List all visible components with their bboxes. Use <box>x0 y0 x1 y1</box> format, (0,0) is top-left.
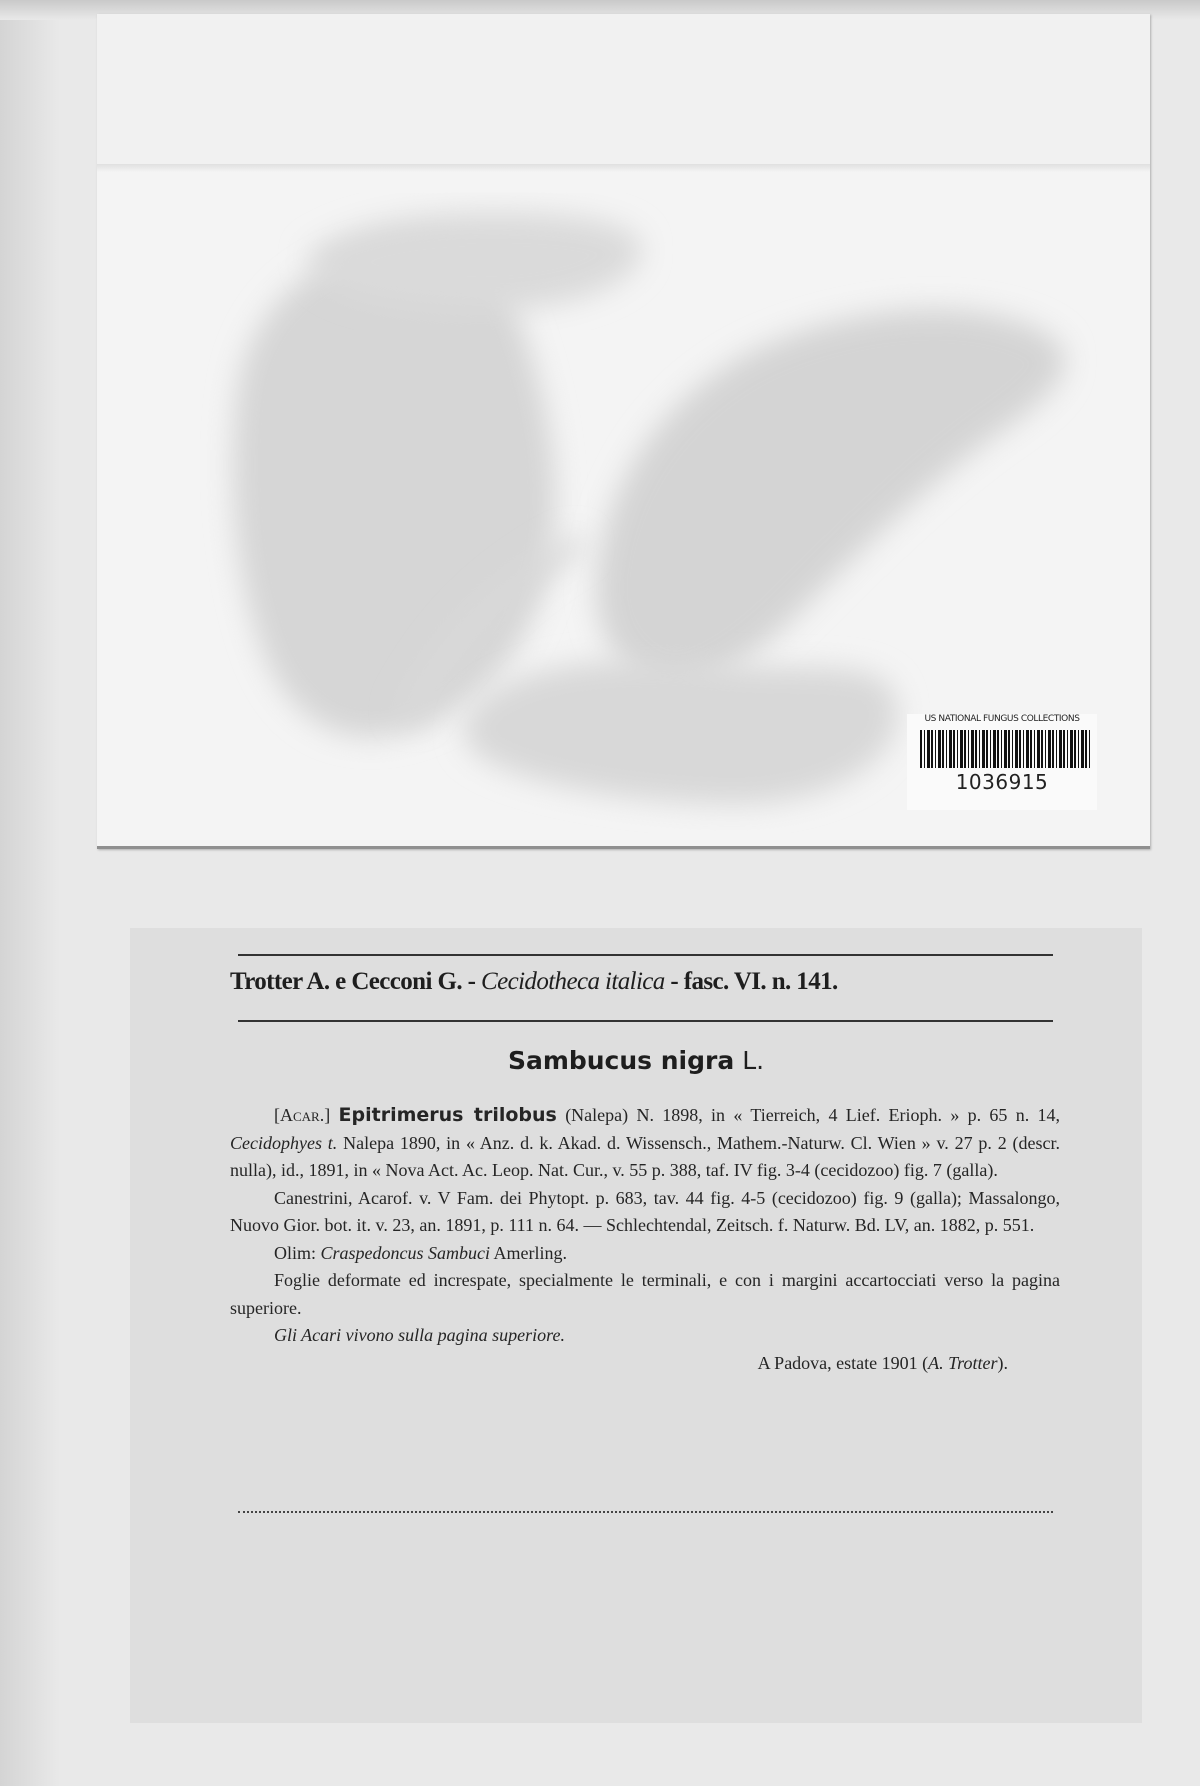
olim-author: Amerling. <box>493 1242 568 1263</box>
header-fascicle: - fasc. VI. n. 141. <box>670 968 838 995</box>
collection-signature <box>230 1350 1060 1378</box>
header-authors: Trotter A. e Cecconi G. - <box>230 968 476 995</box>
barcode-number: 1036915 <box>955 770 1049 794</box>
taxon-name: Epitrimerus trilobus <box>338 1104 557 1126</box>
paragraph-taxon <box>230 1102 1060 1185</box>
barcode-collection-name: US NATIONAL FUNGUS COLLECTIONS <box>924 714 1080 724</box>
header-series: Cecidotheca italica <box>481 968 665 995</box>
header-rule <box>238 1020 1053 1022</box>
taxon-citation-b: Nalepa 1890, in « Anz. d. k. Akad. d. Wissensch., Mathem.-Naturw. Cl. Wien » v. 27 p. 2 (descr. nulla), id., 1891, in « Nova Act. Ac. Leop. Nat. Cur., v. 55 p. 388, taf. IV fig. 3-4 (cecidozoo) fig. 7 (galla). <box>230 1132 1060 1180</box>
herbarium-sheet-edge <box>0 0 60 1786</box>
olim-name: Craspedoncus Sambuci <box>320 1242 491 1263</box>
host-species <box>130 1046 1142 1075</box>
olim-prefix: Olim: <box>274 1242 317 1263</box>
paragraph-description: Foglie deformate ed increspate, specialmente le terminali, e con i margini accartocciati verso la pagina superiore. <box>230 1270 1060 1318</box>
bottom-dotted-rule <box>238 1511 1053 1513</box>
top-rule <box>238 954 1053 956</box>
barcode-bars <box>920 730 1092 768</box>
barcode-label <box>907 714 1097 810</box>
paragraph-habitat <box>230 1322 1060 1350</box>
host-name: Sambucus nigra <box>507 1046 735 1075</box>
specimen-packet <box>97 14 1150 849</box>
label-body <box>230 1102 1060 1377</box>
leaf-shadow-bottom <box>464 660 898 804</box>
leaf-shadow-right <box>596 309 1065 686</box>
paragraph-references: Canestrini, Acarof. v. V Fam. dei Phytopt. p. 683, tav. 44 fig. 4-5 (cecidozoo) fig. 9 (galla); Massalongo, Nuovo Gior. bot. it. v. 23, an. 1891, p. 111 n. 64. — Schlechtendal, Zeitsch. f. Naturw. Bd. LV, an. 1882, p. 551. <box>230 1187 1060 1235</box>
taxon-group: [Acar.] <box>274 1105 331 1125</box>
taxon-citation-a: (Nalepa) N. 1898, in « Tierreich, 4 Lief. Erioph. » p. 65 n. 14, <box>565 1105 1061 1125</box>
taxon-synonym: Cecidophyes t. <box>230 1132 338 1153</box>
signature-close: ). <box>997 1352 1008 1373</box>
paragraph-olim <box>230 1240 1060 1268</box>
signature-collector: A. Trotter <box>928 1352 998 1373</box>
host-author: L. <box>742 1046 765 1075</box>
exsiccata-label <box>130 928 1142 1723</box>
leaf-shadow-left <box>233 243 555 737</box>
label-header <box>230 968 1070 996</box>
habitat-note: Gli Acari vivono sulla pagina superiore. <box>274 1325 565 1345</box>
signature-place-date: A Padova, estate 1901 ( <box>757 1352 929 1373</box>
